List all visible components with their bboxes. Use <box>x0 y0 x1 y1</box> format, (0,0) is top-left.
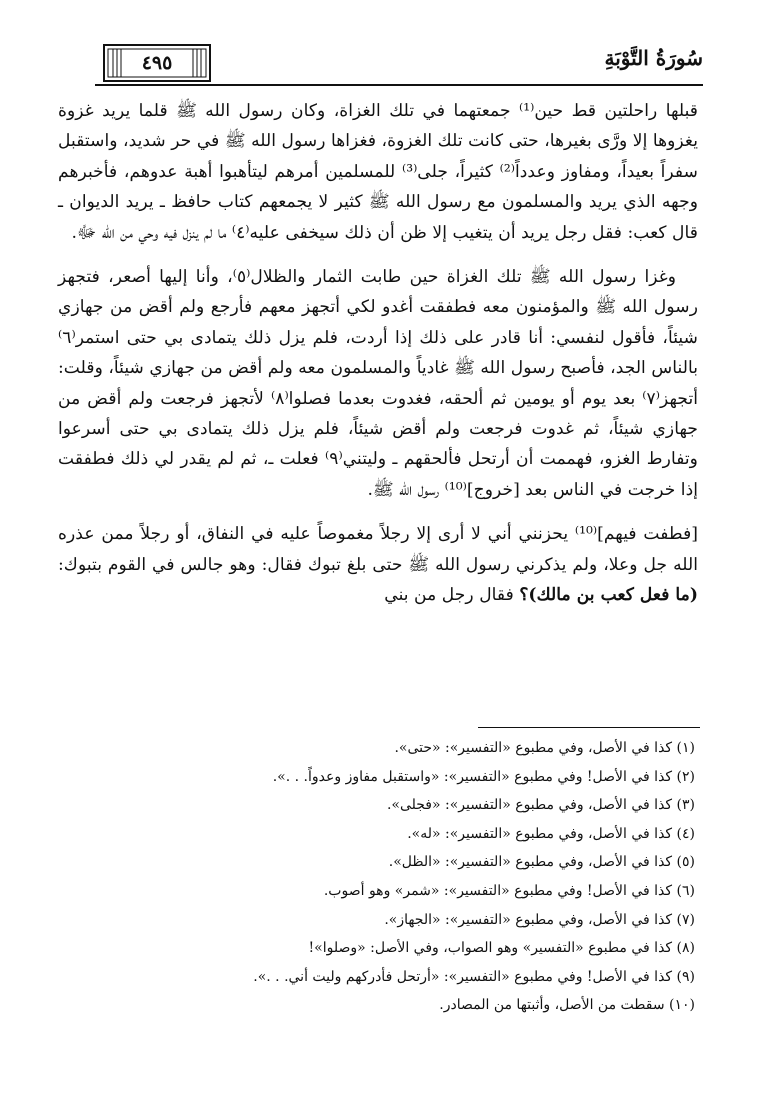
header-rule <box>95 84 703 86</box>
page-number-frame <box>103 44 211 82</box>
surah-title: سُورَةُ التَّوْبَةِ <box>604 46 703 70</box>
footnote-7: (٧) كذا في الأصل، وفي مطبوع «التفسير»: «الجهاز». <box>384 911 695 928</box>
page-header <box>95 38 703 90</box>
paragraph-3 <box>58 519 698 610</box>
paragraph-3-text: [فطفت فيهم]⁽¹⁰⁾ يحزنني أني لا أرى إلا رجلاً مغموصاً عليه في النفاق، أو رجلاً ممن عذره الله جل وعلا، ولم يذكرني رسول الله ﷺ حتى بلغ تبوك فقال: وهو جالس في القوم بتبوك: <box>58 524 699 575</box>
footnote-9: (٩) كذا في الأصل! وفي مطبوع «التفسير»: «أرتحل فأدركهم وليت أني. . .». <box>253 968 695 985</box>
footnote-2: (٢) كذا في الأصل! وفي مطبوع «التفسير»: «واستقبل مفاوز وعدواً. . .». <box>272 768 695 785</box>
footnote-3: (٣) كذا في الأصل، وفي مطبوع «التفسير»: «فجلى». <box>386 797 695 814</box>
paragraph-2: وغزا رسول الله ﷺ تلك الغزاة حين طابت الثمار والظلال⁽٥⁾، وأنا إليها أصعر، فتجهز رسول الله ﷺ والمؤمنون معه فطفقت أغدو لكي أتجهز معهم فأرجع ولم أقض من جهازي شيئاً، فأقول لنفسي: أنا قادر على ذلك إذا أردت، فلم يزل ذلك يتمادى بي حتى استمر⁽٦⁾ بالناس الجد، فأصبح رسول الله ﷺ غادياً والمسلمون معه ولم أقض من جهازي شيئاً، وقلت: أتجهز⁽٧⁾ بعد يوم أو يومين ثم ألحقه، فغدوت بعدما فصلوا⁽٨⁾ لأتجهز فرجعت ولم أقض من جهازي شيئاً، ثم غدوت فرجعت ولم أقض شيئاً، فلم يزل ذلك يتمادى بي حتى أسرعوا وتفارط الغزو، فهممت أن أرتحل فألحقهم ـ وليتني⁽٩⁾ فعلت ـ، ثم لم يقدر لي ذلك فطفقت إذا خرجت في الناس بعد [خروج]⁽¹⁰⁾ رسول الله ﷺ. <box>58 267 699 500</box>
footnote-rule <box>478 727 700 728</box>
page-number: ٤٩٥ <box>141 52 173 74</box>
footnote-1: (١) كذا في الأصل، وفي مطبوع «التفسير»: «حتى». <box>394 740 695 756</box>
footnote-5: (٥) كذا في الأصل، وفي مطبوع «التفسير»: «الظل». <box>388 854 695 871</box>
paragraph-1: قبلها راحلتين قط حين⁽¹⁾ جمعتهما في تلك الغزاة، وكان رسول الله ﷺ قلما يريد غزوة يغزوها إلا ورَّى بغيرها، حتى كانت تلك الغزوة، فغزاها رسول الله ﷺ في حر شديد، واستقبل سفراً بعيداً، ومفاوز وعدداً⁽²⁾ كثيراً، جلى⁽³⁾ للمسلمين أمرهم ليتأهبوا أهبة عدوهم، فأخبرهم وجهه الذي يريد والمسلمون مع رسول الله ﷺ كثير لا يجمعهم كتاب حافظ ـ يريد الديوان ـ قال كعب: فقل رجل يريد أن يتغيب إلا ظن أن ذلك سيخفى عليه⁽٤⁾ ما لم ينزل فيه وحي من الله ﷻ. <box>58 101 699 243</box>
footnote-6: (٦) كذا في الأصل! وفي مطبوع «التفسير»: «شمر» وهو أصوب. <box>323 882 695 899</box>
quote-bold: (ما فعل كعب بن مالك)؟ <box>519 585 698 606</box>
footnote-8: (٨) كذا في مطبوع «التفسير» وهو الصواب، وفي الأصل: «وصلوا»! <box>308 940 695 957</box>
footnote-4: (٤) كذا في الأصل، وفي مطبوع «التفسير»: «له». <box>407 825 695 842</box>
body-text <box>58 96 698 611</box>
footnotes <box>150 734 695 1020</box>
paragraph-3-tail: فقال رجل من بني <box>384 585 514 606</box>
footnote-10: (١٠) سقطت من الأصل، وأثبتها من المصادر. <box>439 997 695 1014</box>
